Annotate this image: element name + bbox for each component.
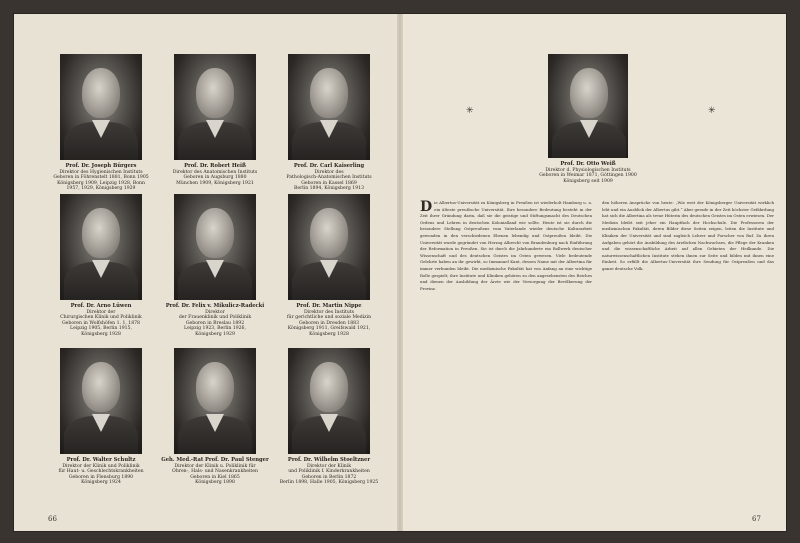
caption-line: Königsberg 1909, Leipzig 1928, Bonn [57, 180, 145, 186]
portrait-head [310, 362, 348, 412]
caption-name: Prof. Dr. Felix v. Mikulicz-Radecki [165, 303, 265, 309]
portrait-caption [45, 458, 157, 486]
caption-line: Königsberg 1924 [81, 480, 121, 486]
caption-line: Königsberg 1911, Greifswald 1921, [287, 326, 371, 332]
text-column-right [602, 200, 774, 518]
caption-line: Direktor des Anatomischen Instituts [172, 169, 258, 175]
page-gutter [397, 14, 403, 531]
portrait-photo [174, 194, 256, 300]
page-number-left: 66 [48, 515, 57, 523]
caption-name: Prof. Dr. Arno Lüwen [70, 303, 132, 309]
caption-line: Königsberg 1928 [81, 331, 121, 337]
portrait-photo [174, 54, 256, 160]
portrait-caption [159, 164, 271, 186]
caption-line: Pathologisch-Anatomischen Instituts [286, 175, 372, 181]
caption-line: Geboren in Augsburg 1880 [183, 175, 247, 181]
caption-weiss [532, 162, 644, 184]
caption-line: Königsberg 1929 [195, 331, 235, 337]
portrait-head [310, 68, 348, 118]
caption-name: Prof. Dr. Otto Weiß [560, 161, 616, 167]
portrait-head [570, 68, 608, 118]
caption-line: Königsberg 1928 [309, 331, 349, 337]
caption-line: Direktor der Klinik und Poliklinik [62, 463, 140, 469]
portrait-photo [288, 54, 370, 160]
portrait-head [310, 208, 348, 258]
caption-line: Direktor [205, 309, 225, 315]
body-text-right: den höheren Ansprüche von heute: „Wie weit der Königsberger Universität wirklich lebt und ein Ausblick der Albertus gibt.“ Aber gerade in der Zeit höchster Gefährdung hat sich die Albertina als treue Hüterin des deutschen Geistes im Osten erwiesen. Der Medizin bleibt seit jeher ein Hauptfach der Hochschule. Die Professoren der medizinischen Fakultät, deren Bilder diese Seiten zeigen, leiten die Institute und Kliniken der Universität und sind zugleich Lehrer und Forscher von Ruf. Zu ihren Aufgaben gehört die Ausbildung des ärztlichen Nachwuchses, die Pflege der Kranken und die wissenschaftliche Arbeit auf allen Gebieten der Heilkunde. Die naturwissenschaftlichen Institute stehen ihnen zur Seite und bilden mit ihnen eine Einheit. So erfüllt die Albertus-Universität ihre Sendung für Ostpreußen und das ganze deutsche Volk. [602, 200, 774, 271]
portrait-head [82, 362, 120, 412]
caption-name: Geh. Med.-Rat Prof. Dr. Paul Stenger [161, 457, 269, 463]
ornament-right: ✳ [708, 106, 716, 116]
portrait-photo [288, 194, 370, 300]
caption-line: Direktor der Klinik [306, 463, 351, 469]
caption-line: Königsberg 1898 [195, 480, 235, 486]
portrait-caption [159, 304, 271, 338]
portrait-caption [45, 164, 157, 192]
portrait-caption [273, 458, 385, 486]
portrait-head [196, 68, 234, 118]
portrait-photo [288, 348, 370, 454]
caption-line: Ohren-, Hals- und Nasenkrankheiten [172, 469, 258, 475]
caption-line: Direktor der Klinik u. Poliklinik für [174, 463, 256, 469]
portrait-caption [273, 164, 385, 192]
portrait-head [196, 362, 234, 412]
caption-line: Geboren in Wolfshöfen 1. 1, 1878 [62, 320, 140, 326]
caption-line: Direktor des Instituts [303, 309, 355, 315]
caption-line: 1957, 1929, Königsberg 1929 [66, 186, 136, 192]
caption-name: Prof. Dr. Joseph Bürgers [65, 163, 137, 169]
caption-name: Prof. Dr. Martin Nippe [296, 303, 362, 309]
caption-line: Geboren in Weimar 1871, Göttingen 1900 [539, 173, 637, 179]
caption-line: Chirurgischen Klinik und Poliklinik [60, 315, 142, 321]
caption-line: Direktor der [86, 309, 116, 315]
caption-line: Geboren in Flensburg 1890 [68, 474, 134, 480]
portrait-caption [45, 304, 157, 338]
portrait-photo [174, 348, 256, 454]
caption-line: Geboren in Föhrenstelt 1881, Bonn 1905 [53, 175, 149, 181]
caption-line: Direktor des Hygienischen Instituts [59, 169, 143, 175]
caption-line: München 1909, Königsberg 1921 [176, 180, 254, 186]
caption-line: Geboren in Kiel 1865 [190, 474, 240, 480]
page-number-right: 67 [752, 515, 761, 523]
caption-line: Berlin 1898, Halle 1905, Königsberg 1925 [279, 480, 379, 486]
caption-line: Geboren in Berlin 1872 [301, 474, 357, 480]
caption-line: Königsberg seit 1909 [563, 178, 613, 184]
caption-name: Prof. Dr. Carl Kaiserling [293, 163, 365, 169]
text-column-left [420, 200, 592, 518]
portrait-head [196, 208, 234, 258]
caption-line: Leipzig 1923, Berlin 1926, [184, 326, 246, 332]
portrait-head [82, 208, 120, 258]
caption-line: Geboren in Dresden 1883 [298, 320, 360, 326]
portrait-caption [273, 304, 385, 338]
caption-line: für gerichtliche und soziale Medizin [286, 315, 372, 321]
caption-line: der Frauenklinik und Poliklinik [178, 315, 252, 321]
book-spread [14, 14, 786, 531]
caption-line: Leipzig 1905, Berlin 1915, [70, 326, 132, 332]
caption-line: Geboren in Kassel 1869 [301, 180, 357, 186]
caption-name: Prof. Dr. Robert Heiß [184, 163, 246, 169]
caption-name: Prof. Dr. Wilhelm Stoeltzner [287, 457, 371, 463]
portrait-photo [60, 54, 142, 160]
caption-line: und Poliklinik f. Kinderkrankheiten [288, 469, 370, 475]
caption-name: Prof. Dr. Walter Schultz [66, 457, 136, 463]
portrait-caption [159, 458, 271, 486]
ornament-left: ✳ [466, 106, 474, 116]
portrait-photo [60, 348, 142, 454]
caption-line: für Haut- u. Geschlechtskrankheiten [58, 469, 144, 475]
portrait-weiss [548, 54, 628, 158]
portrait-head [82, 68, 120, 118]
drop-cap: D [420, 200, 433, 215]
caption-line: Direktor des [314, 169, 344, 175]
caption-line: Direktor d. Physiologischen Instituts [545, 167, 631, 173]
body-text-left: ie Albertus-Universität zu Königsberg in Preußen ist wiederholt Hamburg u. a. ein älteste preußische Universität. Ihre besondere Bedeutung besteht in der Zeit ihrer Gründung darin, daß sie die geistige und Stiftungsmacht des Deutschen Ordens und Lehren in deutschen Kolonialland wie sollte. Heute ist sie durch die besondere Stellung Ostpreußens vom Vaterlande wieder deutsche Kulturarbeit gewonden in den verschiedenen Ebenen lebendig und Ostpreußen bleibt. Die Universität wurde gegründet von Herzog Albrecht von Brandenburg nach Einführung der Reformation in Preußen. Sie ist durch die Jahrhunderte ein Bollwerk deutscher Wissenschaft und des deutschen Geistes im Osten gewesen. Viele bedeutende Gelehrte haben an ihr gewirkt, so Immanuel Kant, dessen Name mit der Albertina für immer verbunden bleibt. Die medizinische Fakultät hat von Anfang an eine wichtige Rolle gespielt; ihre Institute und Kliniken gehören zu den angesehensten des Reiches und dienen der Ausbildung der Ärzte wie der Versorgung der Bevölkerung der Provinz. [420, 200, 592, 291]
portrait-photo [60, 194, 142, 300]
caption-line: Berlin 1894, Königsberg 1913 [293, 186, 364, 192]
caption-line: Geboren in Breslau 1892 [185, 320, 245, 326]
